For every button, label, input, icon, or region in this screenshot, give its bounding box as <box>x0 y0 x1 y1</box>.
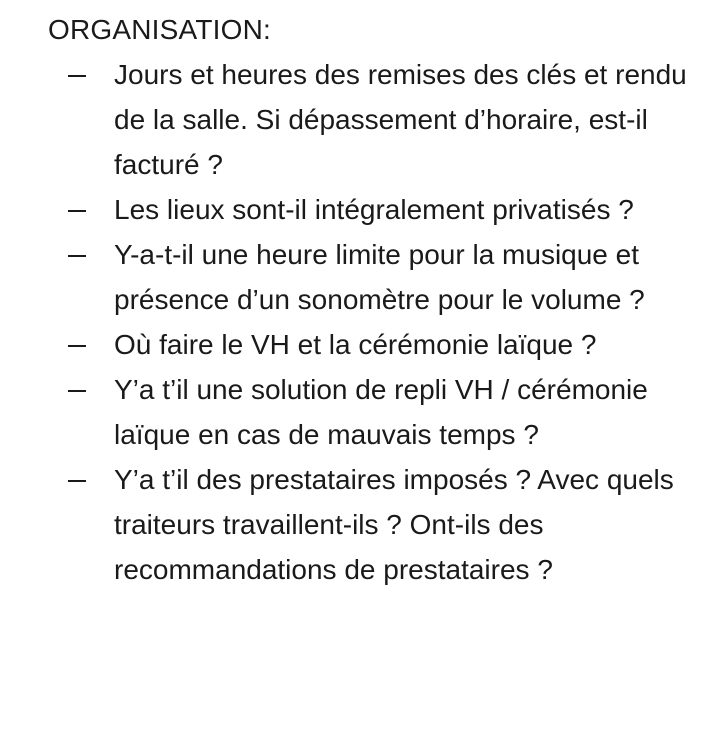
list-item <box>0 367 720 457</box>
list-item-text: Les lieux sont-il intégralement privatisés ? <box>114 194 634 225</box>
list-item-text: Où faire le VH et la cérémonie laïque ? <box>114 329 597 360</box>
list-item <box>0 232 720 322</box>
section-heading: ORGANISATION: <box>48 14 271 45</box>
question-list <box>0 52 720 592</box>
list-item <box>0 52 720 187</box>
list-item-text: Y-a-t-il une heure limite pour la musique et présence d’un sonomètre pour le volume ? <box>114 239 645 315</box>
list-item <box>0 457 720 592</box>
list-item-text: Jours et heures des remises des clés et rendu de la salle. Si dépassement d’horaire, est-il facturé ? <box>114 59 687 180</box>
list-item-text: Y’a t’il des prestataires imposés ? Avec quels traiteurs travaillent-ils ? Ont-ils des recommandations de prestataires ? <box>114 464 674 585</box>
list-item <box>0 187 720 232</box>
list-item-text: Y’a t’il une solution de repli VH / cérémonie laïque en cas de mauvais temps ? <box>114 374 648 450</box>
list-item <box>0 322 720 367</box>
